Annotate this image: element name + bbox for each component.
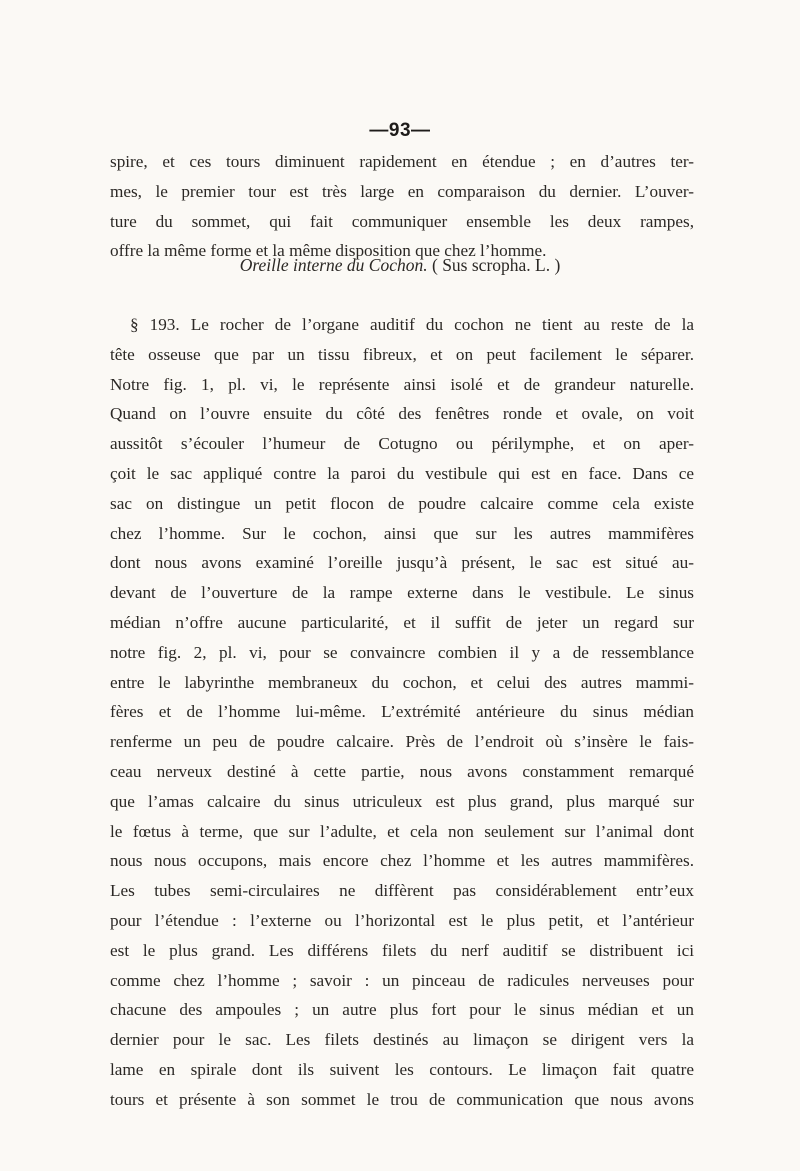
text-line: mes, le premier tour est très large en comparaison du dernier. L’ouver-	[110, 181, 694, 201]
text-line: devant de l’ouverture de la rampe externe dans le vestibule. Le sinus	[110, 583, 694, 603]
text-line: § 193. Le rocher de l’organe auditif du cochon ne tient au reste de la	[130, 315, 694, 334]
text-line: ceau nerveux destiné à cette partie, nous avons constamment remarqué	[110, 761, 694, 781]
text-line: çoit le sac appliqué contre la paroi du vestibule qui est en face. Dans ce	[110, 463, 694, 483]
text-line: aussitôt s’écouler l’humeur de Cotugno ou périlymphe, et on aper-	[110, 434, 694, 454]
text-line: pour l’étendue : l’externe ou l’horizontal est le plus petit, et l’antérieur	[110, 910, 694, 930]
text-line: est le plus grand. Les différens filets du nerf auditif se distribuent ici	[110, 940, 694, 960]
text-line: médian n’offre aucune particularité, et il suffit de jeter un regard sur	[110, 612, 694, 632]
section-paragraph	[110, 310, 694, 1115]
text-line: notre fig. 2, pl. vi, pour se convaincre combien il y a de ressemblance	[110, 642, 694, 662]
page-number: —93—	[369, 120, 431, 141]
text-line: ture du sommet, qui fait communiquer ensemble les deux rampes,	[110, 211, 694, 231]
text-line: lame en spirale dont ils suivent les contours. Le limaçon fait quatre	[110, 1059, 694, 1079]
text-line: chacune des ampoules ; un autre plus fort pour le sinus médian et un	[110, 1000, 694, 1020]
text-line: Quand on l’ouvre ensuite du côté des fenêtres ronde et ovale, on voit	[110, 404, 694, 424]
text-line: dernier pour le sac. Les filets destinés au limaçon se dirigent vers la	[110, 1030, 694, 1050]
heading-title: Oreille interne du Cochon.	[239, 255, 428, 275]
text-line: le fœtus à terme, que sur l’adulte, et cela non seulement sur l’animal dont	[110, 821, 694, 841]
text-line: chez l’homme. Sur le cochon, ainsi que sur les autres mammifères	[110, 523, 694, 543]
text-line: sac on distingue un petit flocon de poudre calcaire comme cela existe	[110, 493, 694, 513]
text-line: nous nous occupons, mais encore chez l’homme et les autres mammifères.	[110, 851, 694, 871]
text-line: tours et présente à son sommet le trou de communication que nous avons	[110, 1089, 694, 1109]
text-line: fères et de l’homme lui-même. L’extrémité antérieure du sinus médian	[110, 702, 694, 722]
text-line: renferme un peu de poudre calcaire. Près de l’endroit où s’insère le fais-	[110, 732, 694, 752]
text-line: tête osseuse que par un tissu fibreux, et on peut facilement le séparer.	[110, 344, 694, 364]
text-line: Notre fig. 1, pl. vi, le représente ainsi isolé et de grandeur naturelle.	[110, 374, 694, 394]
text-line: dont nous avons examiné l’oreille jusqu’à présent, le sac est situé au-	[110, 553, 694, 573]
text-line: comme chez l’homme ; savoir : un pinceau de radicules nerveuses pour	[110, 970, 694, 990]
text-line: entre le labyrinthe membraneux du cochon, et celui des autres mammi-	[110, 672, 694, 692]
heading-latin-name: ( Sus scropha. L. )	[432, 255, 561, 275]
text-line: spire, et ces tours diminuent rapidement en étendue ; en d’autres ter-	[110, 152, 694, 171]
text-line: Les tubes semi-circulaires ne diffèrent pas considérablement entr’eux	[110, 881, 694, 901]
text-line: offre la même forme et la même disposition que chez l’homme.	[110, 241, 547, 261]
section-heading	[0, 255, 800, 276]
text-line: que l’amas calcaire du sinus utriculeux est plus grand, plus marqué sur	[110, 791, 694, 811]
intro-paragraph	[110, 147, 694, 266]
